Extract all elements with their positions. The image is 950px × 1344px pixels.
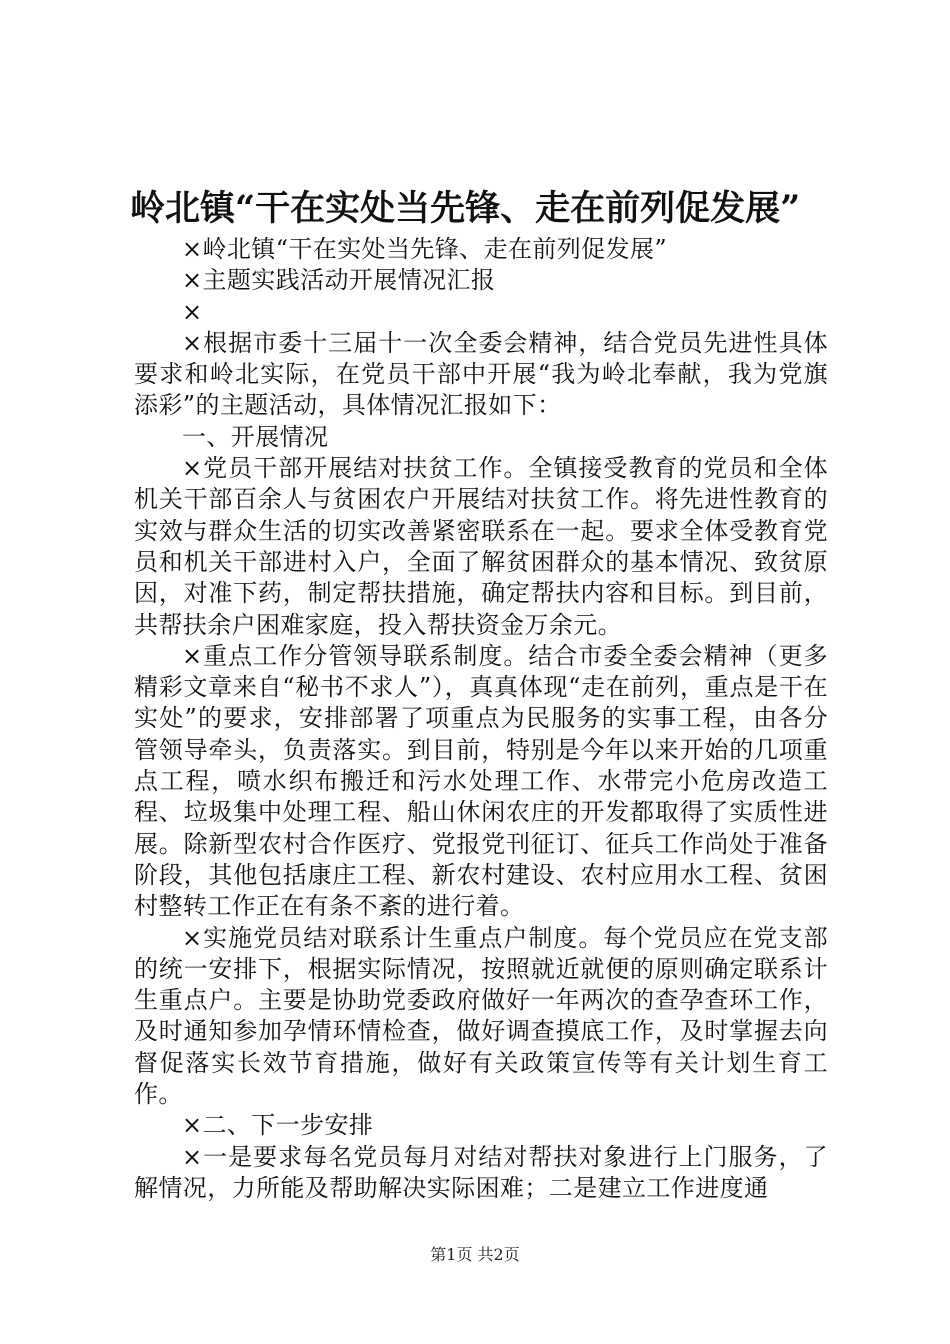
document-title: 岭北镇“干在实处当先锋、走在前列促发展” (130, 188, 801, 229)
section-heading-1: 一、开展情况 (182, 422, 329, 451)
page-number-footer: 第1页 共2页 (430, 1245, 520, 1264)
document-body (134, 234, 828, 1204)
paragraph-poverty-aid: ×党员干部开展结对扶贫工作。全镇接受教育的党员和全体机关干部百余人与贫困农户开展结对扶贫工作。将先进性教育的实效与群众生活的切实改善紧密联系在一起。要求全体受教育党员和机关干部进村入户，全面了解贫困群众的基本情况、致贫原因，对准下药，制定帮扶措施，确定帮扶内容和目标。到目前，共帮扶余户困难家庭，投入帮扶资金万余元。 (134, 454, 828, 639)
blank-marker-line: × (182, 297, 203, 326)
section-heading-2: ×二、下一步安排 (182, 1111, 374, 1140)
paragraph-next-steps: ×一是要求每名党员每月对结对帮扶对象进行上门服务，了解情况，力所能及帮助解决实际困难；二是建立工作进度通 (134, 1142, 828, 1202)
subtitle-line-2: ×主题实践活动开展情况汇报 (182, 266, 496, 295)
subtitle-line-1: ×岭北镇“干在实处当先锋、走在前列促发展” (182, 235, 668, 263)
intro-paragraph: ×根据市委十三届十一次全委会精神，结合党员先进性具体要求和岭北实际，在党员干部中开展“我为岭北奉献，我为党旗添彩”的主题活动，具体情况汇报如下： (134, 328, 828, 420)
paragraph-key-work: ×重点工作分管领导联系制度。结合市委全委会精神（更多精彩文章来自“秘书不求人”），真真体现“走在前列，重点是干在实处”的要求，安排部署了项重点为民服务的实事工程，由各分管领导牵头，负责落实。到目前，特别是今年以来开始的几项重点工程，喷水织布搬迁和污水处理工作、水带完小危房改造工程、垃圾集中处理工程、船山休闲农庄的开发都取得了实质性进展。除新型农村合作医疗、党报党刊征订、征兵工作尚处于准备阶段，其他包括康庄工程、新农村建设、农村应用水工程、贫困村整转工作正在有条不紊的进行着。 (134, 641, 828, 921)
paragraph-family-planning: ×实施党员结对联系计生重点户制度。每个党员应在党支部的统一安排下，根据实际情况，按照就近就便的原则确定联系计生重点户。主要是协助党委政府做好一年两次的查孕查环工作，及时通知参加孕情环情检查，做好调查摸底工作，及时掌握去向督促落实长效节育措施，做好有关政策宣传等有关计划生育工作。 (134, 923, 828, 1109)
